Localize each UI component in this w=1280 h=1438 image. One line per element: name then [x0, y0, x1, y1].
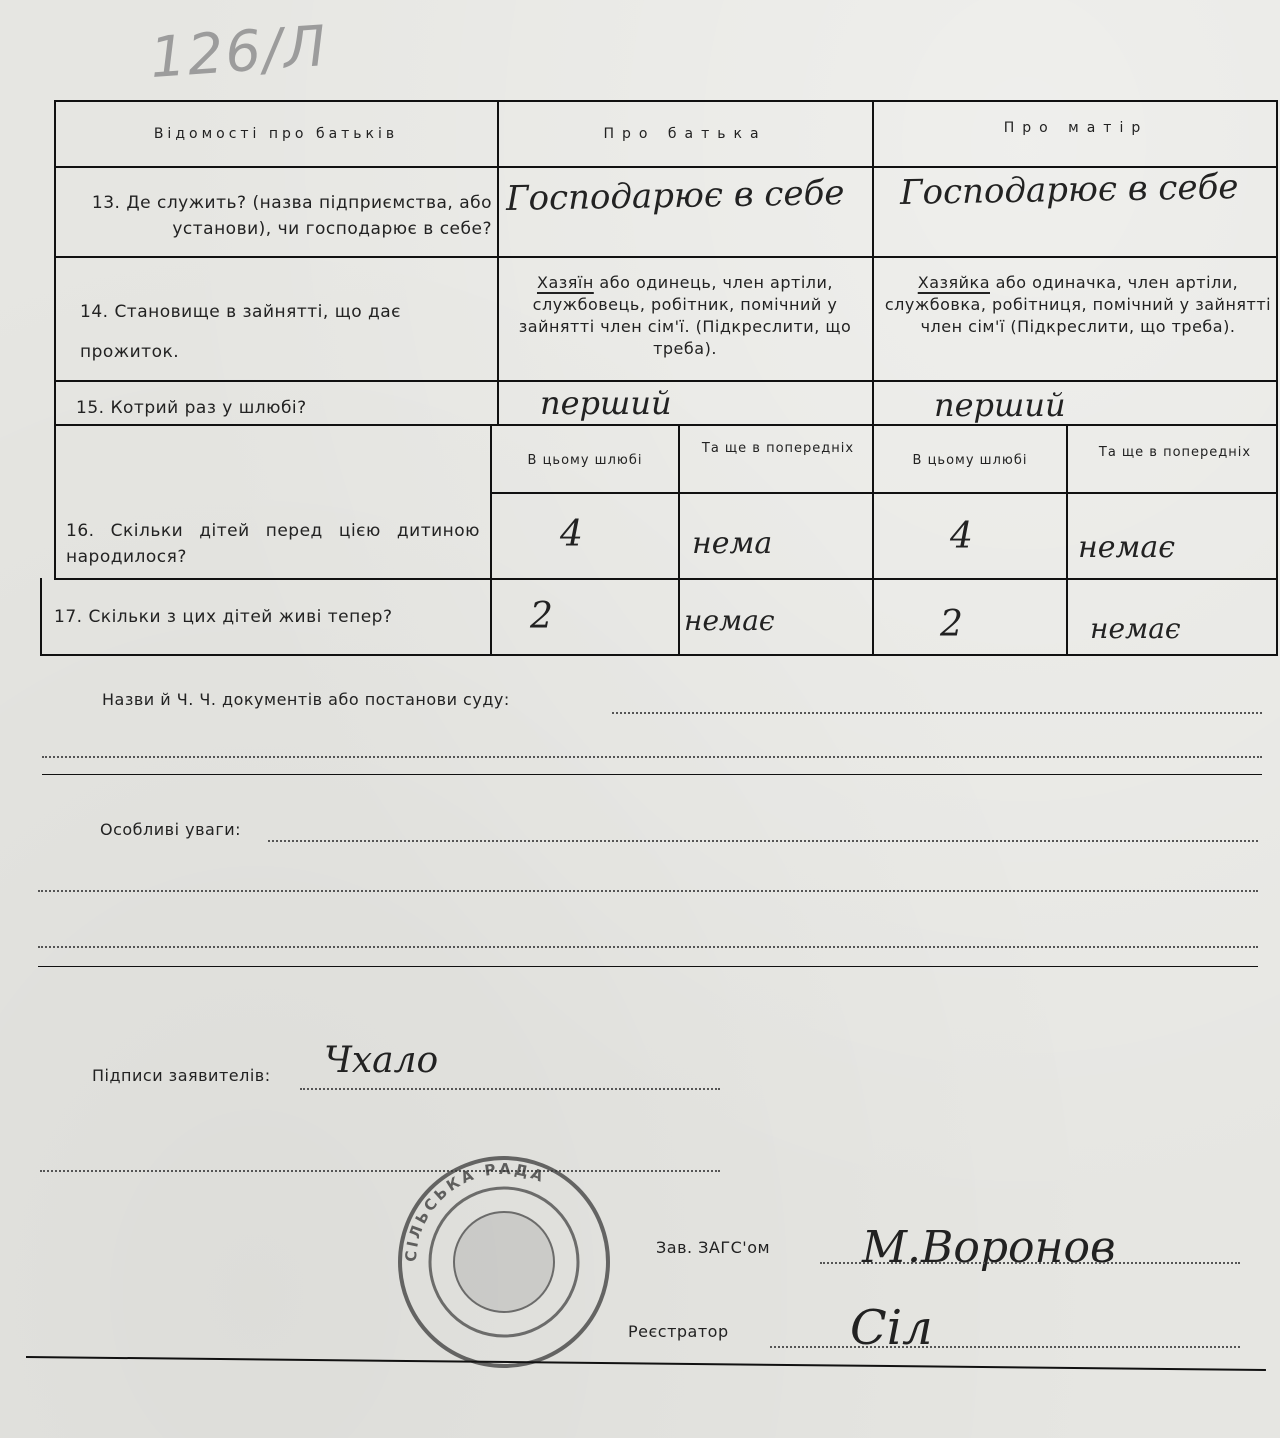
documents-rule — [42, 774, 1262, 775]
header-info: Відомості про батьків — [153, 126, 399, 142]
q13-father-answer: Господарює в себе — [505, 173, 845, 219]
applicant-signature: Чхало — [324, 1040, 439, 1081]
official-stamp — [394, 1152, 614, 1372]
head-signature: М.Воронов — [862, 1222, 1116, 1273]
subheader-border — [490, 492, 1278, 494]
applicant-line-2 — [40, 1170, 720, 1172]
table-right-border — [1276, 100, 1278, 654]
remarks-line-2 — [38, 890, 1258, 892]
stamp-text: СІЛЬСЬКА РАДА — [401, 1159, 549, 1263]
q17-father-previous: немає — [684, 604, 775, 637]
row15-border — [54, 424, 1278, 426]
q16-mother-previous: немає — [1078, 530, 1176, 565]
row16-border — [54, 578, 1278, 580]
father-col-border — [497, 100, 499, 424]
father-sub-border — [678, 424, 680, 654]
q13-question: 13. Де служить? (назва підприємства, або установи), чи господарює в себе? — [91, 193, 492, 239]
q17-father-this: 2 — [530, 596, 553, 637]
subheader-father-this: В цьому шлюбі — [527, 453, 643, 468]
q16-father-previous: нема — [692, 526, 773, 561]
q15-question: 15. Котрий раз у шлюбі? — [76, 398, 307, 418]
q14-father-selected: Хазяїн — [536, 273, 594, 292]
header-mother: Про матір — [1003, 120, 1149, 136]
table-left-border-lower — [40, 578, 42, 654]
q14-father-options — [506, 272, 864, 360]
remarks-rule — [38, 966, 1258, 967]
head-label: Зав. ЗАГС'ом — [656, 1238, 771, 1257]
remarks-line-1 — [268, 840, 1258, 842]
subheader-father-previous: Та ще в попередніх — [701, 441, 855, 456]
mother-sub-border — [1066, 424, 1068, 654]
documents-line-1 — [612, 712, 1262, 714]
header-father: Про батька — [603, 126, 767, 142]
table-top-border — [54, 100, 1278, 102]
subheader-mother-previous: Та ще в попередніх — [1098, 445, 1252, 460]
q14-question: 14. Становище в зайнятті, що дає прожиток. — [80, 302, 402, 362]
q17-question: 17. Скільки з цих дітей живі тепер? — [54, 607, 393, 627]
q16-father-this: 4 — [560, 514, 583, 555]
remarks-label: Особливі уваги: — [100, 820, 242, 839]
q14-father-rest: або одинець, член артіли, службовець, робітник, помічний у зайнятті член сім'ї. (Підкреслити, що треба). — [518, 273, 852, 358]
q17-mother-previous: немає — [1090, 612, 1181, 645]
registrar-signature-line — [770, 1346, 1240, 1348]
registrar-label: Реєстратор — [628, 1322, 729, 1341]
applicant-signature-line — [300, 1088, 720, 1090]
row14-border — [54, 380, 1278, 382]
q14-mother-options — [884, 272, 1272, 338]
q14-mother-selected: Хазяйка — [917, 273, 990, 292]
q14-mother-rest: або одиначка, член артіли, службовка, робітниця, помічний у зайнятті член сім'ї (Підкреслити, що треба). — [884, 273, 1272, 336]
row13-border — [54, 256, 1278, 258]
remarks-line-3 — [38, 946, 1258, 948]
subheader-mother-this: В цьому шлюбі — [912, 453, 1028, 468]
father-col-border-lower — [490, 424, 492, 654]
bottom-rule — [26, 1356, 1266, 1371]
table-header-border — [54, 166, 1278, 168]
table-left-border — [54, 100, 56, 578]
q16-question: 16. Скільки дітей перед цією дитиною народилося? — [66, 521, 480, 567]
q13-mother-answer: Господарює в себе — [899, 167, 1239, 213]
q16-mother-this: 4 — [950, 516, 973, 557]
documents-line-2 — [42, 756, 1262, 758]
q15-mother-answer: перший — [934, 386, 1066, 424]
registrar-signature: Сіл — [850, 1300, 933, 1356]
q17-mother-this: 2 — [940, 604, 963, 645]
q15-father-answer: перший — [540, 384, 672, 422]
archive-number: 126/Л — [147, 13, 330, 92]
table-bottom-border — [40, 654, 1278, 656]
head-signature-line — [820, 1262, 1240, 1264]
mother-col-border — [872, 100, 874, 654]
signatures-label: Підписи заявителів: — [92, 1066, 271, 1085]
documents-label: Назви й Ч. Ч. документів або постанови суду: — [102, 690, 510, 709]
